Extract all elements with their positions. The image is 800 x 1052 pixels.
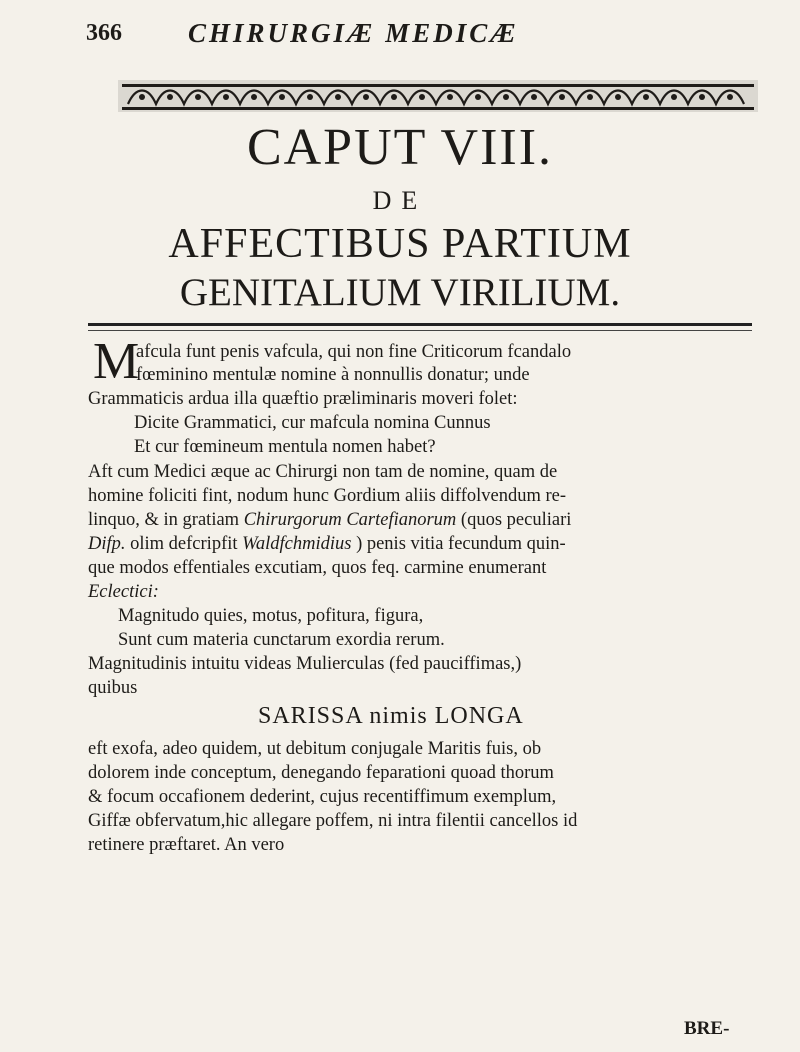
drop-capital: M bbox=[93, 333, 140, 390]
text-segment: (quos peculiari bbox=[460, 510, 572, 530]
text-line: que modos effentiales excutiam, quos feq. carmine enumerant bbox=[88, 558, 547, 578]
page-number: 366 bbox=[86, 20, 122, 46]
text-line: Grammaticis ardua illa quæftio præliminaris moveri folet: bbox=[88, 389, 518, 409]
text-line: afcula funt penis vafcula, qui non fine Criticorum fcandalo bbox=[136, 342, 572, 362]
verse-line: Sunt cum materia cunctarum exordia rerum. bbox=[118, 630, 445, 650]
chapter-title-line-1: AFFECTIBUS PARTIUM bbox=[168, 221, 632, 267]
text-segment: linquo, & in gratiam bbox=[88, 510, 240, 530]
text-line: Magnitudinis intuitu videas Mulierculas (fed pauciffimas,) bbox=[88, 654, 522, 674]
text-line: & focum occafionem dederint, cujus recentiffimum exemplum, bbox=[88, 787, 557, 807]
catchword: BRE- bbox=[684, 1018, 730, 1039]
text-line: Aft cum Medici æque ac Chirurgi non tam de nomine, quam de bbox=[88, 462, 558, 482]
text-line bbox=[88, 533, 566, 555]
verse-line: Et cur fœmineum mentula nomen habet? bbox=[134, 437, 436, 457]
text-line: fœminino mentulæ nomine à nonnullis donatur; unde bbox=[136, 365, 530, 385]
chapter-de: DE bbox=[372, 186, 428, 215]
text-line: eft exofa, adeo quidem, ut debitum conjugale Maritis fuis, ob bbox=[88, 739, 542, 759]
text-segment-italic: Waldfchmidius bbox=[242, 534, 352, 554]
emphasis-line: SARISSA nimis LONGA bbox=[258, 703, 524, 729]
title-rule bbox=[88, 323, 752, 331]
text-line: Giffæ obfervatum,hic allegare poffem, ni intra filentii cancellos id bbox=[88, 811, 578, 831]
verse-line: Magnitudo quies, motus, pofitura, figura, bbox=[118, 606, 424, 626]
text-line: Eclectici: bbox=[88, 582, 159, 602]
text-line bbox=[88, 509, 571, 531]
decorative-band-icon bbox=[118, 78, 758, 114]
verse-line: Dicite Grammatici, cur mafcula nomina Cunnus bbox=[134, 413, 491, 433]
chapter-heading: CAPUT VIII. bbox=[246, 119, 554, 176]
text-segment-italic: Chirurgorum Cartefianorum bbox=[243, 510, 457, 530]
page-header bbox=[86, 18, 746, 52]
text-line: quibus bbox=[88, 678, 138, 698]
text-segment-italic: Difp. bbox=[88, 534, 126, 554]
text-line: retinere præftaret. An vero bbox=[88, 835, 285, 855]
text-line: homine foliciti fint, nodum hunc Gordium aliis diffolvendum re- bbox=[88, 486, 567, 506]
chapter-title-line-2: GENITALIUM VIRILIUM. bbox=[179, 271, 621, 314]
running-head: CHIRURGIÆ MEDICÆ bbox=[188, 18, 519, 48]
text-segment: ) penis vitia fecundum quin- bbox=[356, 534, 566, 554]
text-segment: olim defcripfit bbox=[130, 534, 238, 554]
text-line: dolorem inde conceptum, denegando feparationi quoad thorum bbox=[88, 763, 554, 783]
